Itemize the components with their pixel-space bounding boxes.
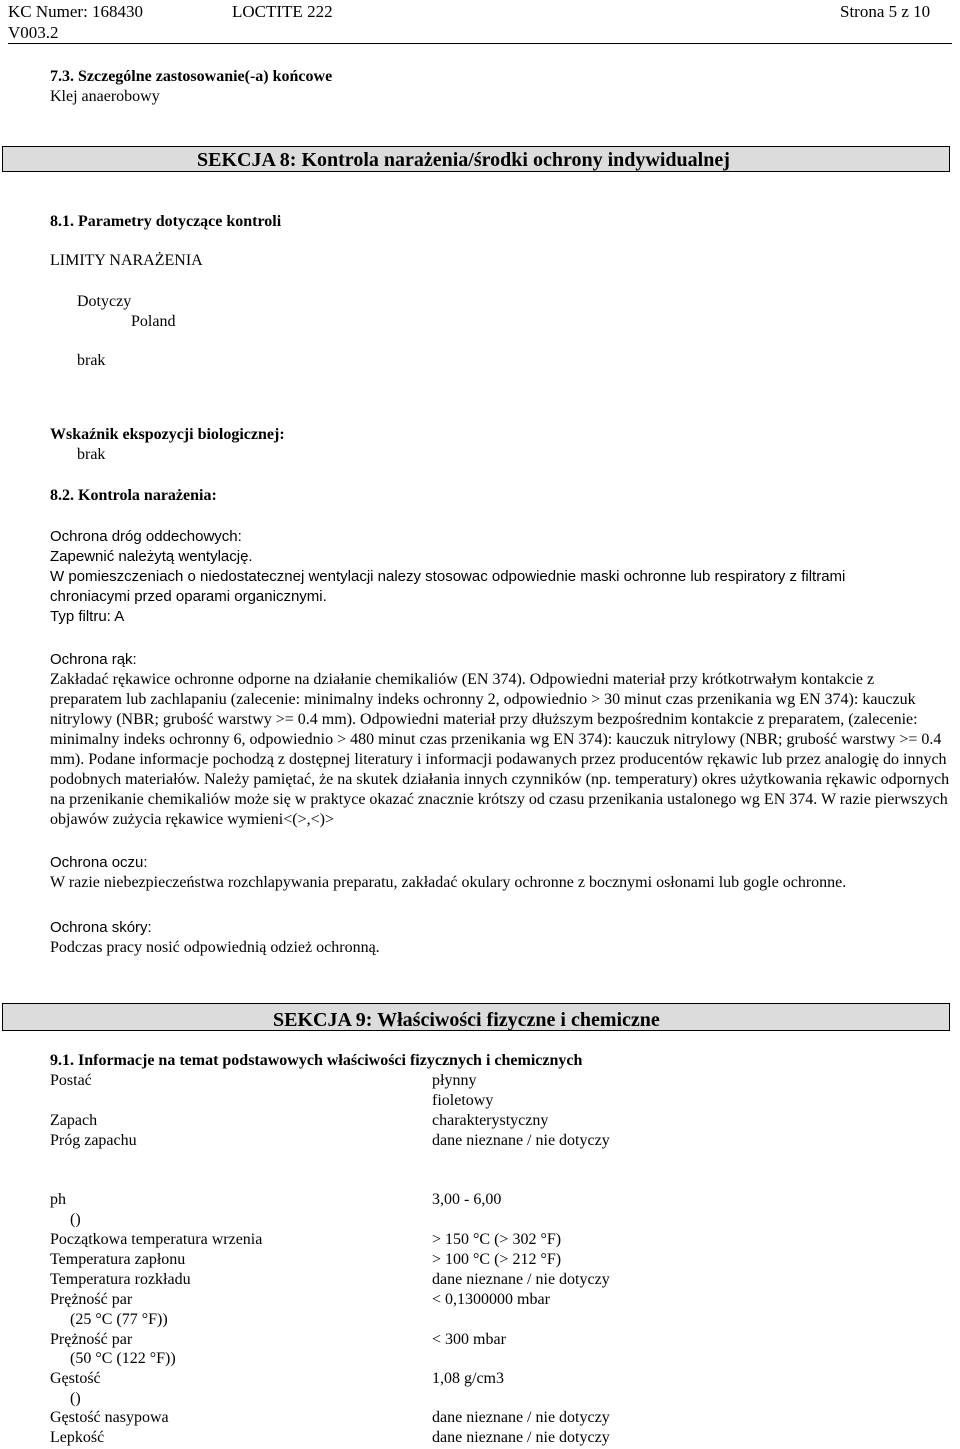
property-label: Prężność par <box>50 1291 133 1308</box>
property-label: ph <box>50 1191 66 1208</box>
biological-index-value: brak <box>77 446 106 463</box>
section-8-header <box>2 146 950 172</box>
section-9-header <box>2 1003 950 1031</box>
section-7-3-text: Klej anaerobowy <box>50 88 160 105</box>
biological-index-label: Wskaźnik ekspozycji biologicznej: <box>50 426 285 443</box>
section-7-3-title: 7.3. Szczególne zastosowanie(-a) końcowe <box>50 68 333 85</box>
applies-label: Dotyczy <box>77 293 132 310</box>
header-product-name: LOCTITE 222 <box>232 2 333 21</box>
respiratory-line-3: chroniacymi przed oparami organicznymi. <box>50 588 327 605</box>
country-label: Poland <box>131 313 176 330</box>
eye-protection-label: Ochrona oczu: <box>50 854 148 871</box>
property-value: < 0,1300000 mbar <box>432 1291 550 1308</box>
property-value: > 100 °C (> 212 °F) <box>432 1251 562 1268</box>
property-condition: () <box>70 1211 81 1228</box>
property-value: dane nieznane / nie dotyczy <box>432 1409 610 1426</box>
respiratory-protection-label: Ochrona dróg oddechowych: <box>50 528 242 545</box>
exposure-limits-label: LIMITY NARAŻENIA <box>50 252 203 269</box>
property-value: < 300 mbar <box>432 1331 506 1348</box>
property-value: dane nieznane / nie dotyczy <box>432 1429 610 1446</box>
section-8-1-title: 8.1. Parametry dotyczące kontroli <box>50 213 282 230</box>
section-8-2-title: 8.2. Kontrola narażenia: <box>50 487 217 504</box>
respiratory-line-1: Zapewnić należytą wentylację. <box>50 548 253 565</box>
property-label: Postać <box>50 1072 92 1089</box>
property-value: fioletowy <box>432 1092 494 1109</box>
property-label: Gęstość <box>50 1370 101 1387</box>
property-condition: () <box>70 1390 81 1407</box>
property-value: 1,08 g/cm3 <box>432 1370 504 1387</box>
property-value: charakterystyczny <box>432 1112 549 1129</box>
property-label: Próg zapachu <box>50 1132 137 1149</box>
filter-type: Typ filtru: A <box>50 608 125 625</box>
property-label: Początkowa temperatura wrzenia <box>50 1231 263 1248</box>
property-condition: (50 °C (122 °F)) <box>70 1350 176 1367</box>
hand-protection-text: Zakładać rękawice ochronne odporne na działanie chemikaliów (EN 374). Odpowiedni materiał przy krótkotrwałym kontakcie z preparatem lub zachlapaniu (zalecenie: minimalny indeks ochronny 2, odpowiednio > 30 minut czas przenikania wg EN 374): kauczuk nitrylowy (NBR; grubość warstwy >= 0.4 mm). Odpowiedni materiał przy dłuższym bezpośrednim kontakcie z preparatem, (zalecenie: minimalny indeks ochronny 6, odpowiednio > 480 minut czas przenikania wg EN 374): kauczuk nitrylowy (NBR; grubość warstwy >= 0.4 mm). Podane informacje pochodzą z dostępnej literatury i informacji podawanych przez producentów rękawic lub przez analogię do innych podobnych materiałów. Należy pamiętać, że na skutek działania innych czynników (np. temperatury) okres użytkowania rękawic odpornych na przenikanie chemikaliów może się w praktyce okazać znacznie krótszy od czasu przenikania ustalonego wg EN 374. W razie pierwszych objawów zużycia rękawice wymieni<(>,<)> <box>50 671 950 828</box>
property-value: dane nieznane / nie dotyczy <box>432 1132 610 1149</box>
property-value: dane nieznane / nie dotyczy <box>432 1271 610 1288</box>
property-value: 3,00 - 6,00 <box>432 1191 502 1208</box>
hand-protection-label: Ochrona rąk: <box>50 651 137 668</box>
property-label: Prężność par <box>50 1331 133 1348</box>
exposure-limits-value: brak <box>77 352 106 369</box>
property-value: płynny <box>432 1072 477 1089</box>
property-label: Temperatura rozkładu <box>50 1271 191 1288</box>
header-rule <box>8 43 952 44</box>
skin-protection-text: Podczas pracy nosić odpowiednią odzież ochronną. <box>50 939 380 956</box>
respiratory-line-2: W pomieszczeniach o niedostatecznej wentylacji nalezy stosowac odpowiednie maski ochronne lub respiratory z filtrami <box>50 568 846 585</box>
property-label: Zapach <box>50 1112 98 1129</box>
skin-protection-label: Ochrona skóry: <box>50 919 152 936</box>
section-8-title: SEKCJA 8: Kontrola narażenia/środki ochrony indywidualnej <box>197 149 730 171</box>
header-version: V003.2 <box>8 23 59 42</box>
section-9-1-title: 9.1. Informacje na temat podstawowych właściwości fizycznych i chemicznych <box>50 1052 583 1069</box>
header-page-number: Strona 5 z 10 <box>840 2 931 21</box>
property-condition: (25 °C (77 °F)) <box>70 1311 168 1328</box>
section-9-title: SEKCJA 9: Właściwości fizyczne i chemiczne <box>273 1009 660 1031</box>
property-label: Temperatura zapłonu <box>50 1251 186 1268</box>
eye-protection-text: W razie niebezpieczeństwa rozchlapywania preparatu, zakładać okulary ochronne z bocznymi osłonami lub gogle ochronne. <box>50 874 847 891</box>
header-kc-number: KC Numer: 168430 <box>8 2 144 21</box>
property-value: > 150 °C (> 302 °F) <box>432 1231 562 1248</box>
property-label: Lepkość <box>50 1429 105 1446</box>
property-label: Gęstość nasypowa <box>50 1409 169 1426</box>
